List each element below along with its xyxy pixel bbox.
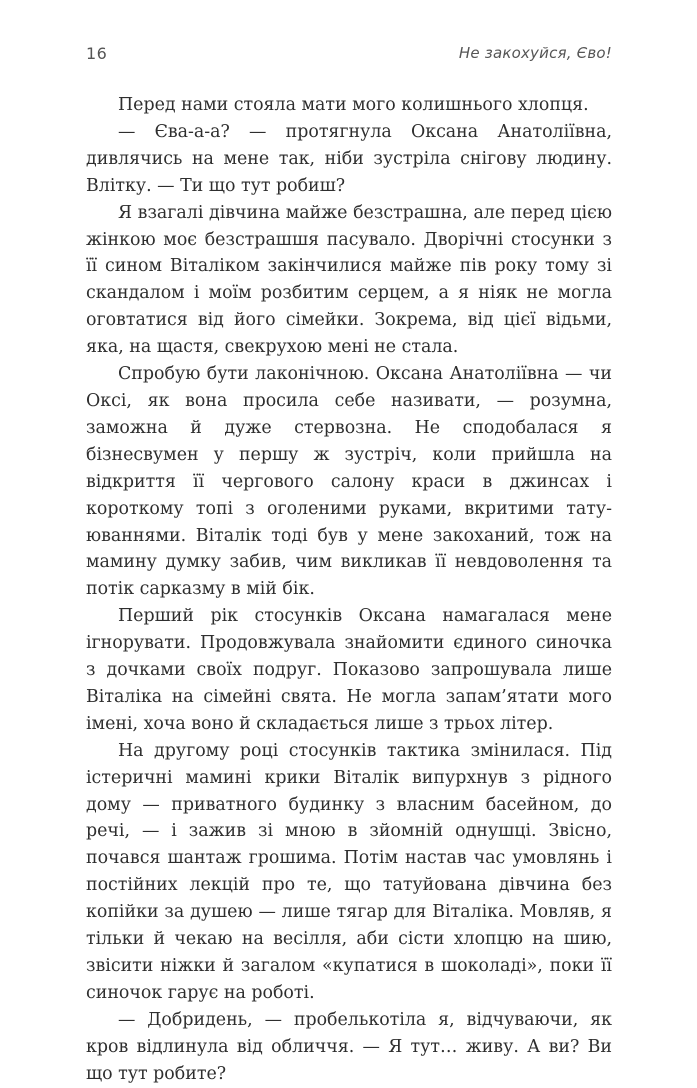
- paragraph: Спробую бути лаконічною. Оксана Анатоліївна — чи Оксі, як вона просила себе називати, — розумна, заможна й дуже стервозна. Не сподобалася я бізнесвумен у першу ж зустріч, коли прийшла на відкриття її чергового салону краси в джинсах і короткому топі з оголеними руками, вкритими татуюваннями. Віталік тоді був у мене закоханий, тож на мамину думку забив, чим викликав її невдоволення та потік сарказму в мій бік.: [86, 364, 612, 600]
- running-title: Не закохуйся, Єво!: [458, 44, 612, 62]
- paragraph: — Добридень, — пробелькотіла я, відчуваючи, як кров відлинула від обличчя. — Я тут… живу. А ви? Ви що тут робите?: [86, 1009, 612, 1084]
- page-number: 16: [86, 44, 108, 63]
- paragraph: На другому році стосунків тактика змінилася. Під істеричні мамині крики Віталік випурхнув з рідного дому — приватного будинку з власним басейном, до речі, — і зажив зі мною в зйомній однушці. Звісно, почався шантаж грошима. Потім настав час умовлянь і постійних лекцій про те, що татуйована дівчина без копійки за душею — лише тягар для Віталіка. Мовляв, я тільки й чекаю на весілля, аби сісти хлопцю на шию, звісити ніжки й загалом «купатися в шоколаді», поки її синочок гарує на роботі.: [86, 740, 612, 1003]
- paragraph: Перший рік стосунків Оксана намагалася мене ігнорувати. Продовжувала знайомити єдиного синочка з дочками своїх подруг. Показово запрошувала лише Віталіка на сімейні свята. Не могла запам’ятати мого імені, хоча воно й складається лише з трьох літер.: [86, 606, 612, 734]
- paragraph: Перед нами стояла мати мого колишнього хлопця.: [118, 95, 589, 115]
- paragraph: — Єва-а-а? — протягнула Оксана Анатоліївна, дивлячись на мене так, ніби зустріла снігову людину. Влітку. — Ти що тут робиш?: [86, 121, 612, 196]
- body-text: [86, 92, 612, 1088]
- paragraph: Я взагалі дівчина майже безстрашна, але перед цією жінкою моє безстрашшя пасувало. Дворічні стосунки з її сином Віталіком закінчилися майже пів року тому зі скандалом і моїм розбитим серцем, а я ніяк не могла оговтатися від його сімейки. Зокрема, від цієї відьми, яка, на щастя, свекрухою мені не стала.: [86, 202, 612, 358]
- page-header: [86, 44, 612, 68]
